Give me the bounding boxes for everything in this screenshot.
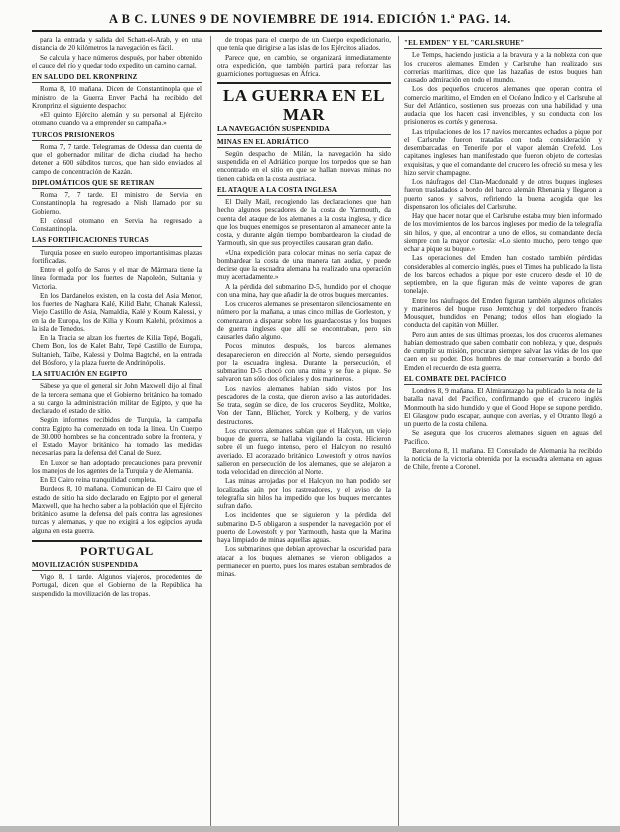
article-paragraph: Hay que hacer notar que el Carlsruhe estaba muy bien informado de los movimientos de los barcos ingleses por medio de la telegrafía sin hilos, y que, al encontrar a uno de ellos, su comandante decía siempre con la mayor cortesía: «Lo siento mucho, pero tengo que echar a pique su buque.»: [404, 212, 602, 253]
article-paragraph: Pero aun antes de sus últimas proezas, los dos cruceros alemanes habían demostrado que saben combatir con nobleza, y que, después de cumplir su misión, procuran siempre salvar las vidas de los que caen en su poder. Dos hombres de mar conservarán a bordo del Emden el recuerdo de esta guerra.: [404, 330, 602, 372]
masthead-text: A B C. LUNES 9 DE NOVIEMBRE DE 1914. EDICIÓN 1.ª PAG. 14.: [109, 12, 511, 26]
article-paragraph: Parece que, en cambio, se organizará inmediatamente otra expedición, que también partirá para reforzar las guarniciones portuguesas en África.: [217, 53, 391, 78]
article-paragraph: Le Temps, haciendo justicia a la bravura y a la nobleza con que los cruceros alemanes Emden y Carlsruhe han realizado sus correrías marítimas, dice que las hazañas de estos buques han causado admiración en todo el mundo.: [404, 51, 602, 84]
article-paragraph: para la entrada y salida del Schatt-el-Arab, y en una distancia de 20 kilómetros la navegación es fácil.: [32, 36, 202, 53]
article-paragraph: «El quinto Ejército alemán y su personal al Ejército otomano cuando va a emprender su campaña.»: [32, 111, 202, 128]
article-paragraph: Los cruceros alemanes se presentaron silenciosamente en número por la mañana, a unas cinco millas de Gorleston, y comenzaron a disparar sobre los guardacostas y los buques de guerra ingleses que allí se encontraban, pero sin causarles daño alguno.: [217, 300, 391, 341]
article-paragraph: Roma 8, 10 mañana. Dicen de Constantinopla que el ministro de la Guerra Enver Pachá ha recibido del Kronprinz el siguiente despacho:: [32, 85, 202, 110]
section-title: PORTUGAL: [32, 540, 202, 558]
column-divider: [398, 36, 399, 826]
article-paragraph: El cónsul otomano en Servia ha regresado a Constantinopla.: [32, 216, 202, 233]
article-paragraph: En El Cairo reina tranquilidad completa.: [40, 476, 157, 484]
article-paragraph: En la Tracia se alzan los fuertes de Kilia Tepé, Bogali, Chem Bon, los de Kalet Bahr, Tepé Castillo de Europa, Sultanieh, Taïbe, Kalessi y Dolma Bagtché, en la entrada del Bósforo, y la plaza fuerte de Andrinópolis.: [32, 334, 202, 367]
article-headline: LAS FORTIFICACIONES TURCAS: [32, 236, 202, 246]
column-1: [32, 36, 202, 828]
article-paragraph: Las minas arrojadas por el Halcyon no han podido ser localizadas aún por los rastreadores, y el aviso de la telegrafía sin hilos ha impedido que los buques mercantes sufran daño.: [217, 477, 391, 510]
article-headline: MOVILIZACIÓN SUSPENDIDA: [32, 561, 202, 571]
article-paragraph: El Daily Mail, recogiendo las declaraciones que han hecho algunos pescadores de la costa de Yarmouth, da cuenta del ataque de los alemanes a la costa inglesa, y dice que los buques enemigos se presentaron al amanecer ante la costa, y durante algún tiempo bombardearon la ciudad de Yarmouth, sin que sus proyectiles causaran gran daño.: [217, 198, 391, 248]
article-paragraph: Londres 8, 9 mañana. El Almirantazgo ha publicado la nota de la batalla naval del Pacífico, confirmando que el crucero inglés Monmouth ha sido hundido y que el Good Hope se supone perdido. El Glasgow pudo escapar, aunque con averías, y el Otranto llegó a un puerto de la costa chilena.: [404, 387, 602, 428]
article-headline: MINAS EN EL ADRIÁTICO: [217, 138, 391, 148]
masthead: [0, 0, 620, 30]
column-divider: [210, 36, 211, 826]
column-2: [217, 36, 391, 828]
article-paragraph: Los dos pequeños cruceros alemanes que operan contra el comercio marítimo, el Emden en el Océano Índico y el Carlsruhe al Sur del Atlántico, sostienen sus proezas con una habilidad y una audacia que los hacen casi invencibles, y su conducta con los prisioneros es cortés y generosa.: [404, 85, 602, 127]
masthead-rule: [32, 30, 602, 32]
article-paragraph: Entre los náufragos del Emden figuran también algunos oficiales y marineros del buque ruso Jemtchug y del torpedero francés Mousquet, hundidos en Penang; todos ellos han elogiado la conducta del capitán von Müller.: [404, 296, 602, 330]
section-title: LA GUERRA EN EL MAR: [217, 82, 391, 124]
article-headline: EL COMBATE DEL PACÍFICO: [404, 375, 602, 385]
article-headline: EN SALUDO DEL KRONPRINZ: [32, 73, 202, 83]
article-paragraph: Los incidentes que se siguieron y la pérdida del submarino D-5 obligaron a suspender la navegación por el puerto de Lowestoft y por Yarmouth, hasta que la Marina haya limpiado de minas aquellas aguas.: [217, 511, 391, 544]
article-headline: "EL EMDEN" Y EL "CARLSRUHE": [404, 39, 602, 49]
column-3: [404, 36, 602, 828]
article-paragraph: Barcelona 8, 11 mañana. El Consulado de Alemania ha recibido la noticia de la victoria obtenida por la escuadra alemana en aguas de Chile, frente a Coronel.: [404, 446, 602, 472]
article-paragraph: Burdeos 8, 10 mañana. Comunican de El Cairo que el estado de sitio ha sido declarado en Egipto por el general Maxwell, que ha hecho saber a la población que el Ejército británico asume la defensa del país contra las agresiones turcas y alemanas, y que no exigirá a los egipcios ayuda alguna en esta guerra.: [32, 485, 202, 535]
article-paragraph: Las operaciones del Emden han costado también pérdidas considerables al comercio inglés, pues el Times ha publicado la lista de los barcos echados a pique por este crucero desde el 10 de septiembre, en la que figuran más de veinte vapores de gran tonelaje.: [404, 254, 602, 296]
article-paragraph: Se asegura que los cruceros alemanes siguen en aguas del Pacífico.: [404, 429, 602, 446]
scan-bottom-edge: [0, 826, 620, 832]
article-paragraph: Los navíos alemanes habían sido vistos por los pescadores de la costa, que dieron aviso a las autoridades. Se trata, según se dice, de los cruceros Seydlitz, Moltke, Von der Tann, Blücher, Yorck y Kolberg, y de varios destructores.: [217, 384, 391, 426]
article-paragraph: Según despacho de Milán, la navegación ha sido suspendida en el Adriático porque los torpedos que se han encontrado en el sitio en que se hallan nuevas minas no tienen cabida en la costa austriaca.: [217, 149, 391, 183]
article-paragraph: Turquía posee en suelo europeo importantísimas plazas fortificadas.: [32, 248, 202, 265]
article-paragraph: «Una expedición para colocar minas no sería capaz de bombardear la costa de una manera tan audaz, y puede decirse que la escuadra alemana ha realizado una operación muy acertadamente.»: [217, 248, 391, 282]
article-paragraph: de tropas para el cuerpo de un Cuerpo expedicionario, que tenía que dirigirse a las islas de los Ejércitos aliados.: [217, 36, 391, 53]
article-paragraph: Según informes recibidos de Turquía, la campaña contra Egipto ha comenzado en toda la línea. Un Cuerpo de 30.000 hombres se ha concentrado sobre la frontera, y el Estado Mayor británico ha tomado las medidas necesarias para la defensa del Canal de Suez.: [32, 416, 202, 458]
article-paragraph: A la pérdida del submarino D-5, hundido por el choque con una mina, hay que añadir la de otros buques mercantes.: [217, 282, 391, 299]
article-paragraph: Los cruceros alemanes sabían que el Halcyon, un viejo buque de guerra, se hallaba vigilando la costa. Hicieron sobre él un fuego intenso, pero el Halcyon no resultó averiado. El acorazado británico Lowestoft y otros navíos salieron en persecución de los alemanes, que se alejaron a toda velocidad en dirección al Norte.: [217, 426, 391, 476]
article-paragraph: Las tripulaciones de los 17 navíos mercantes echados a pique por el Carlsruhe fueron tratadas con toda consideración y desembarcadas en Tenerife por el vapor alemán Crefeld. Los capitanes ingleses han manifestado que fueron objeto de cortesías exquisitas, y que el comandante del crucero les ofreció su mesa y les hizo servir champagne.: [404, 127, 602, 177]
article-paragraph: En Luxor se han adoptado precauciones para prevenir los manejos de los agentes de la Turquía y de Alemania.: [32, 458, 202, 475]
article-paragraph: Roma 7, 7 tarde. Telegramas de Odessa dan cuenta de que el gobernador militar de dicha ciudad ha hecho detener a 600 súbditos turcos, que han sido enviados al campo de concentración de Kazán.: [32, 142, 202, 176]
article-paragraph: Entre el golfo de Saros y el mar de Mármara tiene la línea formada por los fuertes de Napoleón, Sultania y Victoria.: [32, 266, 202, 291]
article-paragraph: Pocos minutos después, los barcos alemanes desaparecieron en dirección al Norte, siendo perseguidos por la escuadra inglesa. Durante la persecución, el submarino D-5 chocó con una mina y se fue a pique. Se salvaron tan sólo dos oficiales y dos marineros.: [217, 342, 391, 384]
article-paragraph: En los Dardanelos existen, en la costa del Asia Menor, los fuertes de Naghara Kalé, Kilid Bahr, Chanak Kalessi, Viejo Castillo de Asia, Namaldia, Kalé y Koum Kalessi, y en la de Europa, los de Kilia y Koum Kalehi, próximos a la isla de Tenedos.: [32, 291, 202, 333]
article-headline: DIPLOMÁTICOS QUE SE RETIRAN: [32, 179, 202, 189]
article-paragraph: Roma 7, 7 tarde. El ministro de Servia en Constantinopla ha regresado a Nish llamado por su Gobierno.: [32, 191, 202, 216]
article-headline: LA SITUACIÓN EN EGIPTO: [32, 370, 202, 380]
article-paragraph: Vigo 8, 1 tarde. Algunos viajeros, procedentes de Portugal, dicen que el Gobierno de la República ha suspendido la movilización de las tropas.: [32, 573, 202, 598]
article-headline: LA NAVEGACIÓN SUSPENDIDA: [217, 125, 391, 134]
article-headline: TURCOS PRISIONEROS: [32, 131, 202, 141]
article-paragraph: Se calcula y hace números después, por haber obtenido el cauce del río y quedar todo expedito un camino carnal.: [32, 53, 202, 70]
article-paragraph: Sábese ya que el general sir John Maxwell dijo al final de la tercera semana que el Gobierno británico ha tomado a su cargo la administración militar de Egipto, y que ha declarado el estado de sitio.: [32, 382, 202, 415]
article-headline: EL ATAQUE A LA COSTA INGLESA: [217, 186, 391, 196]
article-paragraph: Los náufragos del Clan-Macdonald y de otros buques ingleses fueron trasladados a bordo del barco alemán Rhenania y llegaron a puerto sanos y salvos, refiriendo la buena acogida que les dispensaron los oficiales del Carlsruhe.: [404, 178, 602, 211]
article-paragraph: Los submarinos que debían aprovechar la oscuridad para atacar a los buques alemanes se vieron obligados a permanecer en puerto, pues los mares estaban sembrados de minas.: [217, 545, 391, 578]
